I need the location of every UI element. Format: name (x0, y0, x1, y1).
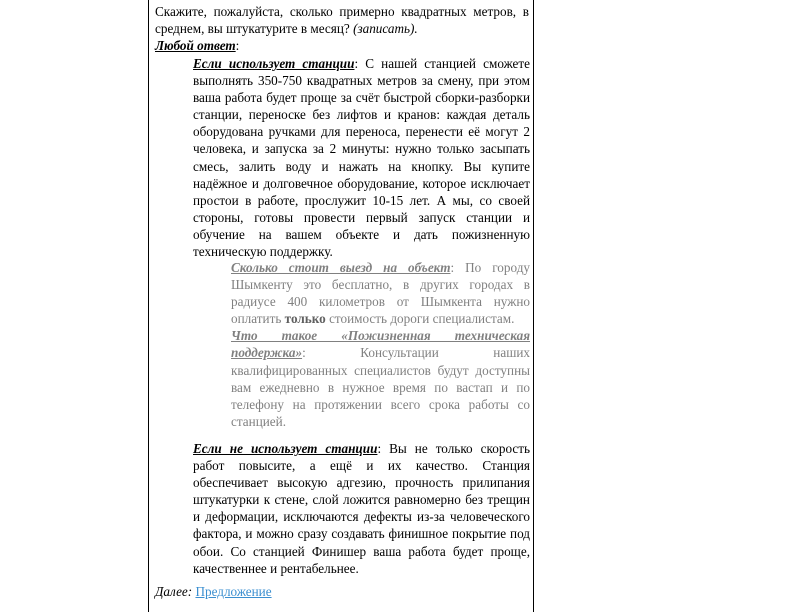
question-text: Скажите, пожалуйста, сколько примерно квадратных метров, в среднем, вы штукатурите в месяц? (155, 4, 529, 37)
faq-block (231, 259, 530, 430)
any-answer-label: Любой ответ (155, 38, 236, 53)
next-label: Далее: (155, 584, 193, 599)
faq-answer-visit-cost-strong: только (284, 311, 326, 327)
station-not-used-paragraph (193, 440, 530, 577)
next-step-line (155, 583, 529, 600)
any-answer-suffix: : (235, 38, 240, 53)
faq-question-lifetime-support: Что такое «Пожизненная техническая поддержка» (231, 328, 530, 361)
station-used-text: : С нашей станцией сможете выполнять 350-750 квадратных метров за смену, при этом ваша работа будет проще за счёт быстрой сборки-разборки станции, переноске без лифтов и кранов: каждая деталь оборудована ручками для переноса, перенести её могут 2 человека, и запуска за 2 минуты: нужно только засыпать смесь, залить воду и нажать на кнопку. Вы купите надёжное и долговечное оборудование, которое исключает простои в работе, прослужит 10-15 лет. А мы, со своей стороны, готовы провести первый запуск станции и обучение на вашем объекте и дать пожизненную техническую поддержку. (193, 56, 530, 260)
document-page (148, 0, 534, 612)
faq-item-lifetime-support (231, 327, 530, 430)
faq-item-visit-cost (231, 259, 530, 327)
faq-answer-visit-cost-before: : По городу Шымкенту это бесплатно, в других городах в радиусе 400 километров от Шымкента нужно оплатить (231, 260, 530, 327)
offer-link[interactable]: Предложение (195, 584, 272, 599)
station-used-paragraph (193, 55, 530, 260)
any-answer-heading (155, 37, 529, 54)
question-paragraph (155, 3, 529, 37)
station-not-used-text: : Вы не только скорость работ повысите, а ещё и их качество. Станция обеспечивает высокую адгезию, прочность прилипания штукатурки к стене, слой ложится равномерно без трещин и деформации, исключаются дефекты из-за человеческого фактора, и можно сразу создавать финишное покрытие под обои. Со станцией Финишер ваша работа будет проще, качественнее и рентабельнее. (193, 441, 530, 576)
question-note: (записать). (353, 21, 418, 37)
station-used-label: Если использует станции (193, 56, 355, 71)
faq-answer-lifetime-support: : Консультации наших квалифицированных специалистов будут доступны вам ежедневно в нужное время по вастап и по телефону на протяжении всего срока работы со станцией. (231, 345, 530, 429)
faq-question-visit-cost: Сколько стоит выезд на объект (231, 260, 451, 275)
station-not-used-label: Если не использует станции (193, 441, 378, 456)
faq-answer-visit-cost-after: стоимость дороги специалистам. (325, 311, 515, 327)
